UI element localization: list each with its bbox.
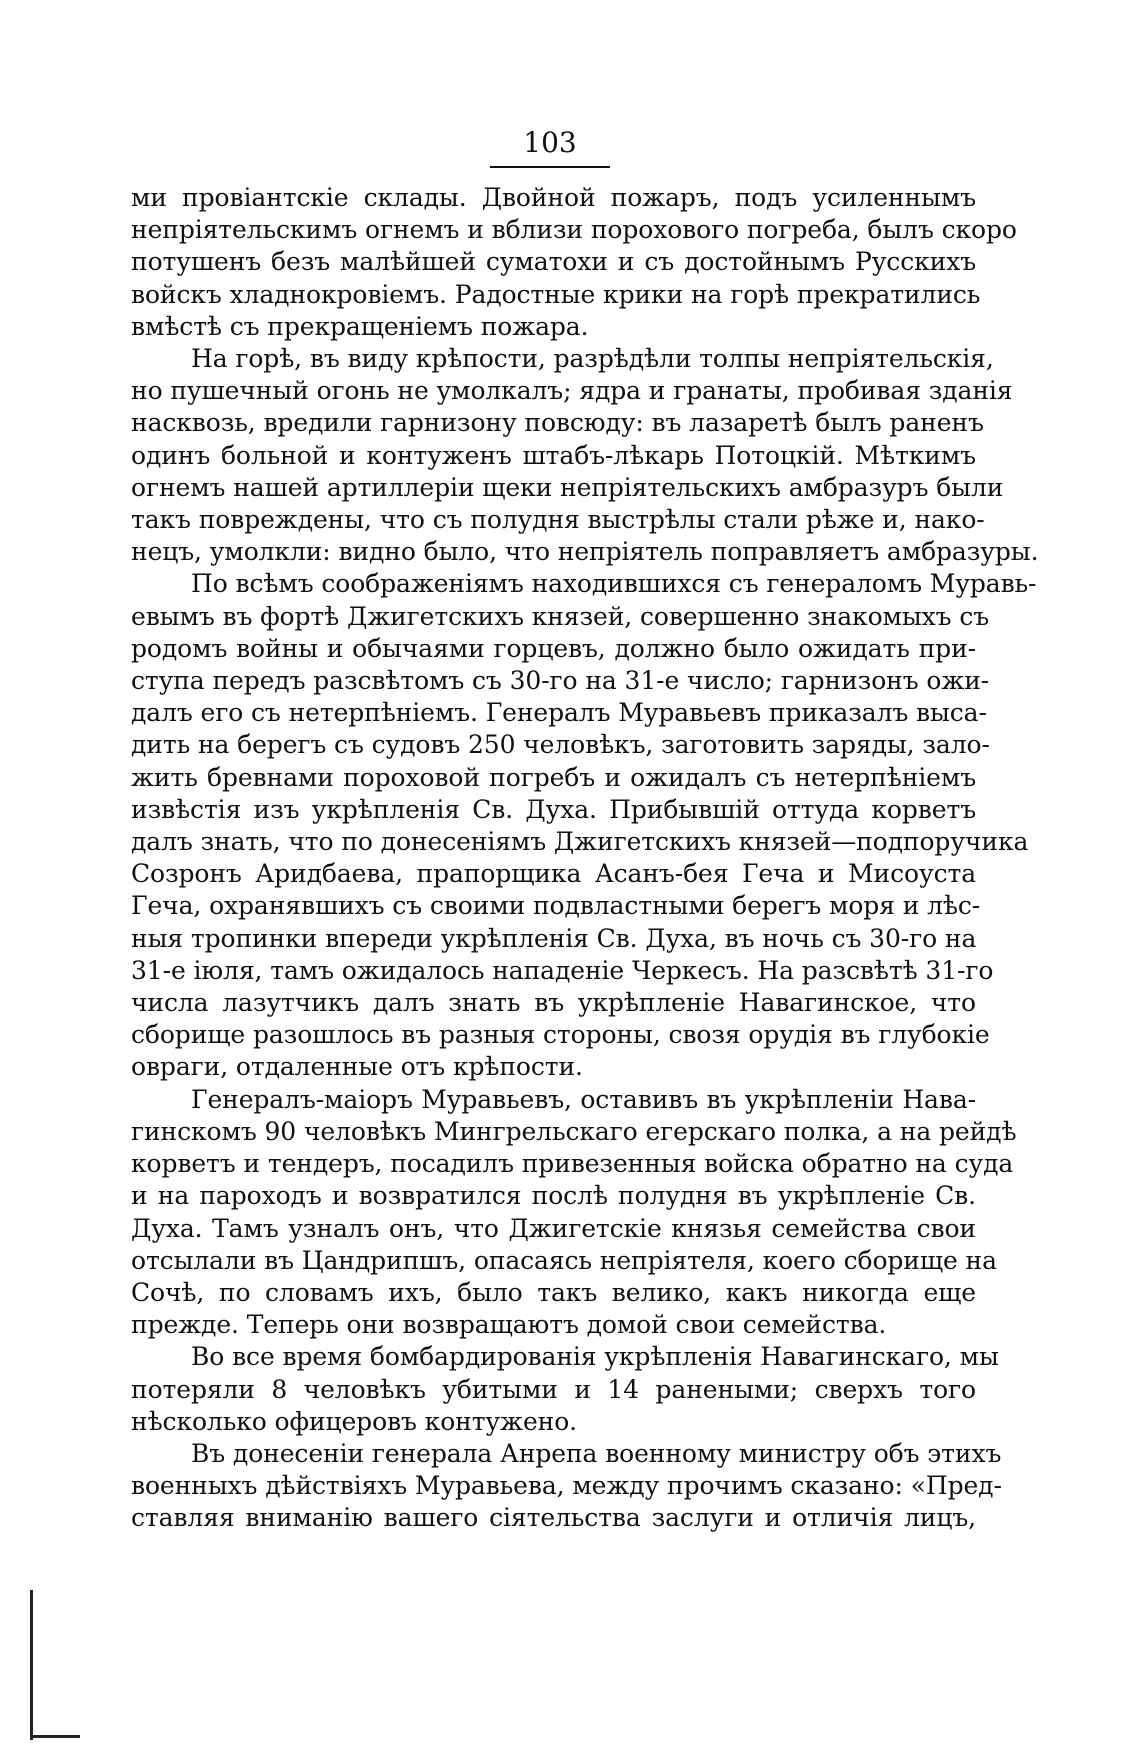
text-line: На горѣ, въ виду крѣпости, разрѣдѣли толпы непріятельскія, xyxy=(191,344,994,374)
paragraph-1 xyxy=(131,182,1017,343)
text-line: Сочѣ, по словамъ ихъ, было такъ велико, какъ никогда еще xyxy=(131,1277,976,1307)
text-line: далъ его съ нетерпѣніемъ. Генералъ Муравьевъ приказалъ выса- xyxy=(131,698,987,728)
text-line: далъ знать, что по донесеніямъ Джигетскихъ князей—подпоручика xyxy=(131,827,1029,857)
text-line: нецъ, умолкли: видно было, что непріятель поправляетъ амбразуры. xyxy=(131,537,1039,567)
text-line: Духа. Тамъ узналъ онъ, что Джигетскіе князья семейства свои xyxy=(131,1213,976,1243)
text-line: Созронъ Аридбаева, прапорщика Асанъ-бея Геча и Мисоуста xyxy=(131,859,976,889)
text-line: 31-е іюля, тамъ ожидалось нападеніе Черкесъ. На разсвѣтѣ 31-го xyxy=(131,955,994,985)
text-line: но пушечный огонь не умолкалъ; ядра и гранаты, пробивая зданія xyxy=(131,376,1013,406)
text-line: ступа передъ разсвѣтомъ съ 30-го на 31-е число; гарнизонъ ожи- xyxy=(131,666,990,696)
text-line: огнемъ нашей артиллеріи щеки непріятельскихъ амбразуръ были xyxy=(131,472,1004,502)
text-line: Во все время бомбардированія укрѣпленія Навагинскаго, мы xyxy=(191,1342,999,1372)
text-line: Въ донесеніи генерала Анрепа военному министру объ этихъ xyxy=(191,1438,1002,1468)
text-body xyxy=(131,182,1039,1535)
text-line: Генералъ-маіоръ Муравьевъ, оставивъ въ укрѣпленіи Нава- xyxy=(191,1084,976,1114)
text-line: насквозь, вредили гарнизону повсюду: въ лазаретѣ былъ раненъ xyxy=(131,408,984,438)
text-line: гинскомъ 90 человѣкъ Мингрельскаго егерскаго полка, а на рейдѣ xyxy=(131,1116,1017,1146)
text-line: извѣстія изъ укрѣпленія Св. Духа. Прибывшій оттуда корветъ xyxy=(131,794,976,824)
paragraph-3 xyxy=(131,568,1037,1083)
text-line: непріятельскимъ огнемъ и вблизи порохового погреба, былъ скоро xyxy=(131,215,1017,245)
scan-edge-mark xyxy=(30,1735,80,1738)
text-line: нѣсколько офицеровъ контужено. xyxy=(131,1406,577,1436)
text-line: жить бревнами пороховой погребъ и ожидалъ съ нетерпѣніемъ xyxy=(131,762,976,792)
text-line: сборище разошлось въ разныя стороны, свозя орудія въ глубокіе xyxy=(131,1020,990,1050)
text-line: одинъ больной и контуженъ штабъ-лѣкарь Потоцкій. Мѣткимъ xyxy=(131,440,976,470)
text-line: По всѣмъ соображеніямъ находившихся съ генераломъ Муравь- xyxy=(191,569,1037,599)
text-line: потеряли 8 человѣкъ убитыми и 14 ранеными; сверхъ того xyxy=(131,1374,976,1404)
text-line: овраги, отдаленные отъ крѣпости. xyxy=(131,1052,583,1082)
text-line: потушенъ безъ малѣйшей суматохи и съ достойнымъ Русскихъ xyxy=(131,247,976,277)
text-line: родомъ войны и обычаями горцевъ, должно было ожидать при- xyxy=(131,633,976,663)
text-line: ми провіантскіе склады. Двойной пожаръ, подъ усиленнымъ xyxy=(131,183,976,212)
text-line: войскъ хладнокровіемъ. Радостные крики на горѣ прекратились xyxy=(131,279,981,309)
text-line: дить на берегъ съ судовъ 250 человѣкъ, заготовить заряды, зало- xyxy=(131,730,990,760)
paragraph-5 xyxy=(131,1341,999,1438)
text-line: корветъ и тендеръ, посадилъ привезенныя войска обратно на суда xyxy=(131,1149,1014,1179)
paragraph-4 xyxy=(131,1084,1017,1342)
text-line: прежде. Теперь они возвращаютъ домой свои семейства. xyxy=(131,1310,887,1340)
text-line: такъ повреждены, что съ полудня выстрѣлы стали рѣже и, нако- xyxy=(131,505,985,535)
text-line: военныхъ дѣйствіяхъ Муравьева, между прочимъ сказано: «Пред- xyxy=(131,1471,1002,1501)
text-line: числа лазутчикъ далъ знать въ укрѣпленіе Навагинское, что xyxy=(131,988,976,1018)
page-number-underline xyxy=(490,166,610,168)
text-line: ставляя вниманію вашего сіятельства заслуги и отличія лицъ, xyxy=(131,1503,976,1533)
text-line: Геча, охранявшихъ съ своими подвластными берегъ моря и лѣс- xyxy=(131,891,981,921)
text-line: отсылали въ Цандрипшъ, опасаясь непріятеля, коего сборище на xyxy=(131,1245,997,1275)
paragraph-2 xyxy=(131,343,1039,568)
paragraph-6 xyxy=(131,1438,1002,1535)
page-number: 103 xyxy=(523,126,577,159)
scan-edge-mark xyxy=(30,1590,33,1740)
text-line: евымъ въ фортѣ Джигетскихъ князей, совершенно знакомыхъ съ xyxy=(131,601,990,631)
text-line: и на пароходъ и возвратился послѣ полудня въ укрѣпленіе Св. xyxy=(131,1181,976,1211)
text-line: ныя тропинки впереди укрѣпленія Св. Духа, въ ночь съ 30-го на xyxy=(131,923,977,953)
text-line: вмѣстѣ съ прекращеніемъ пожара. xyxy=(131,311,589,341)
